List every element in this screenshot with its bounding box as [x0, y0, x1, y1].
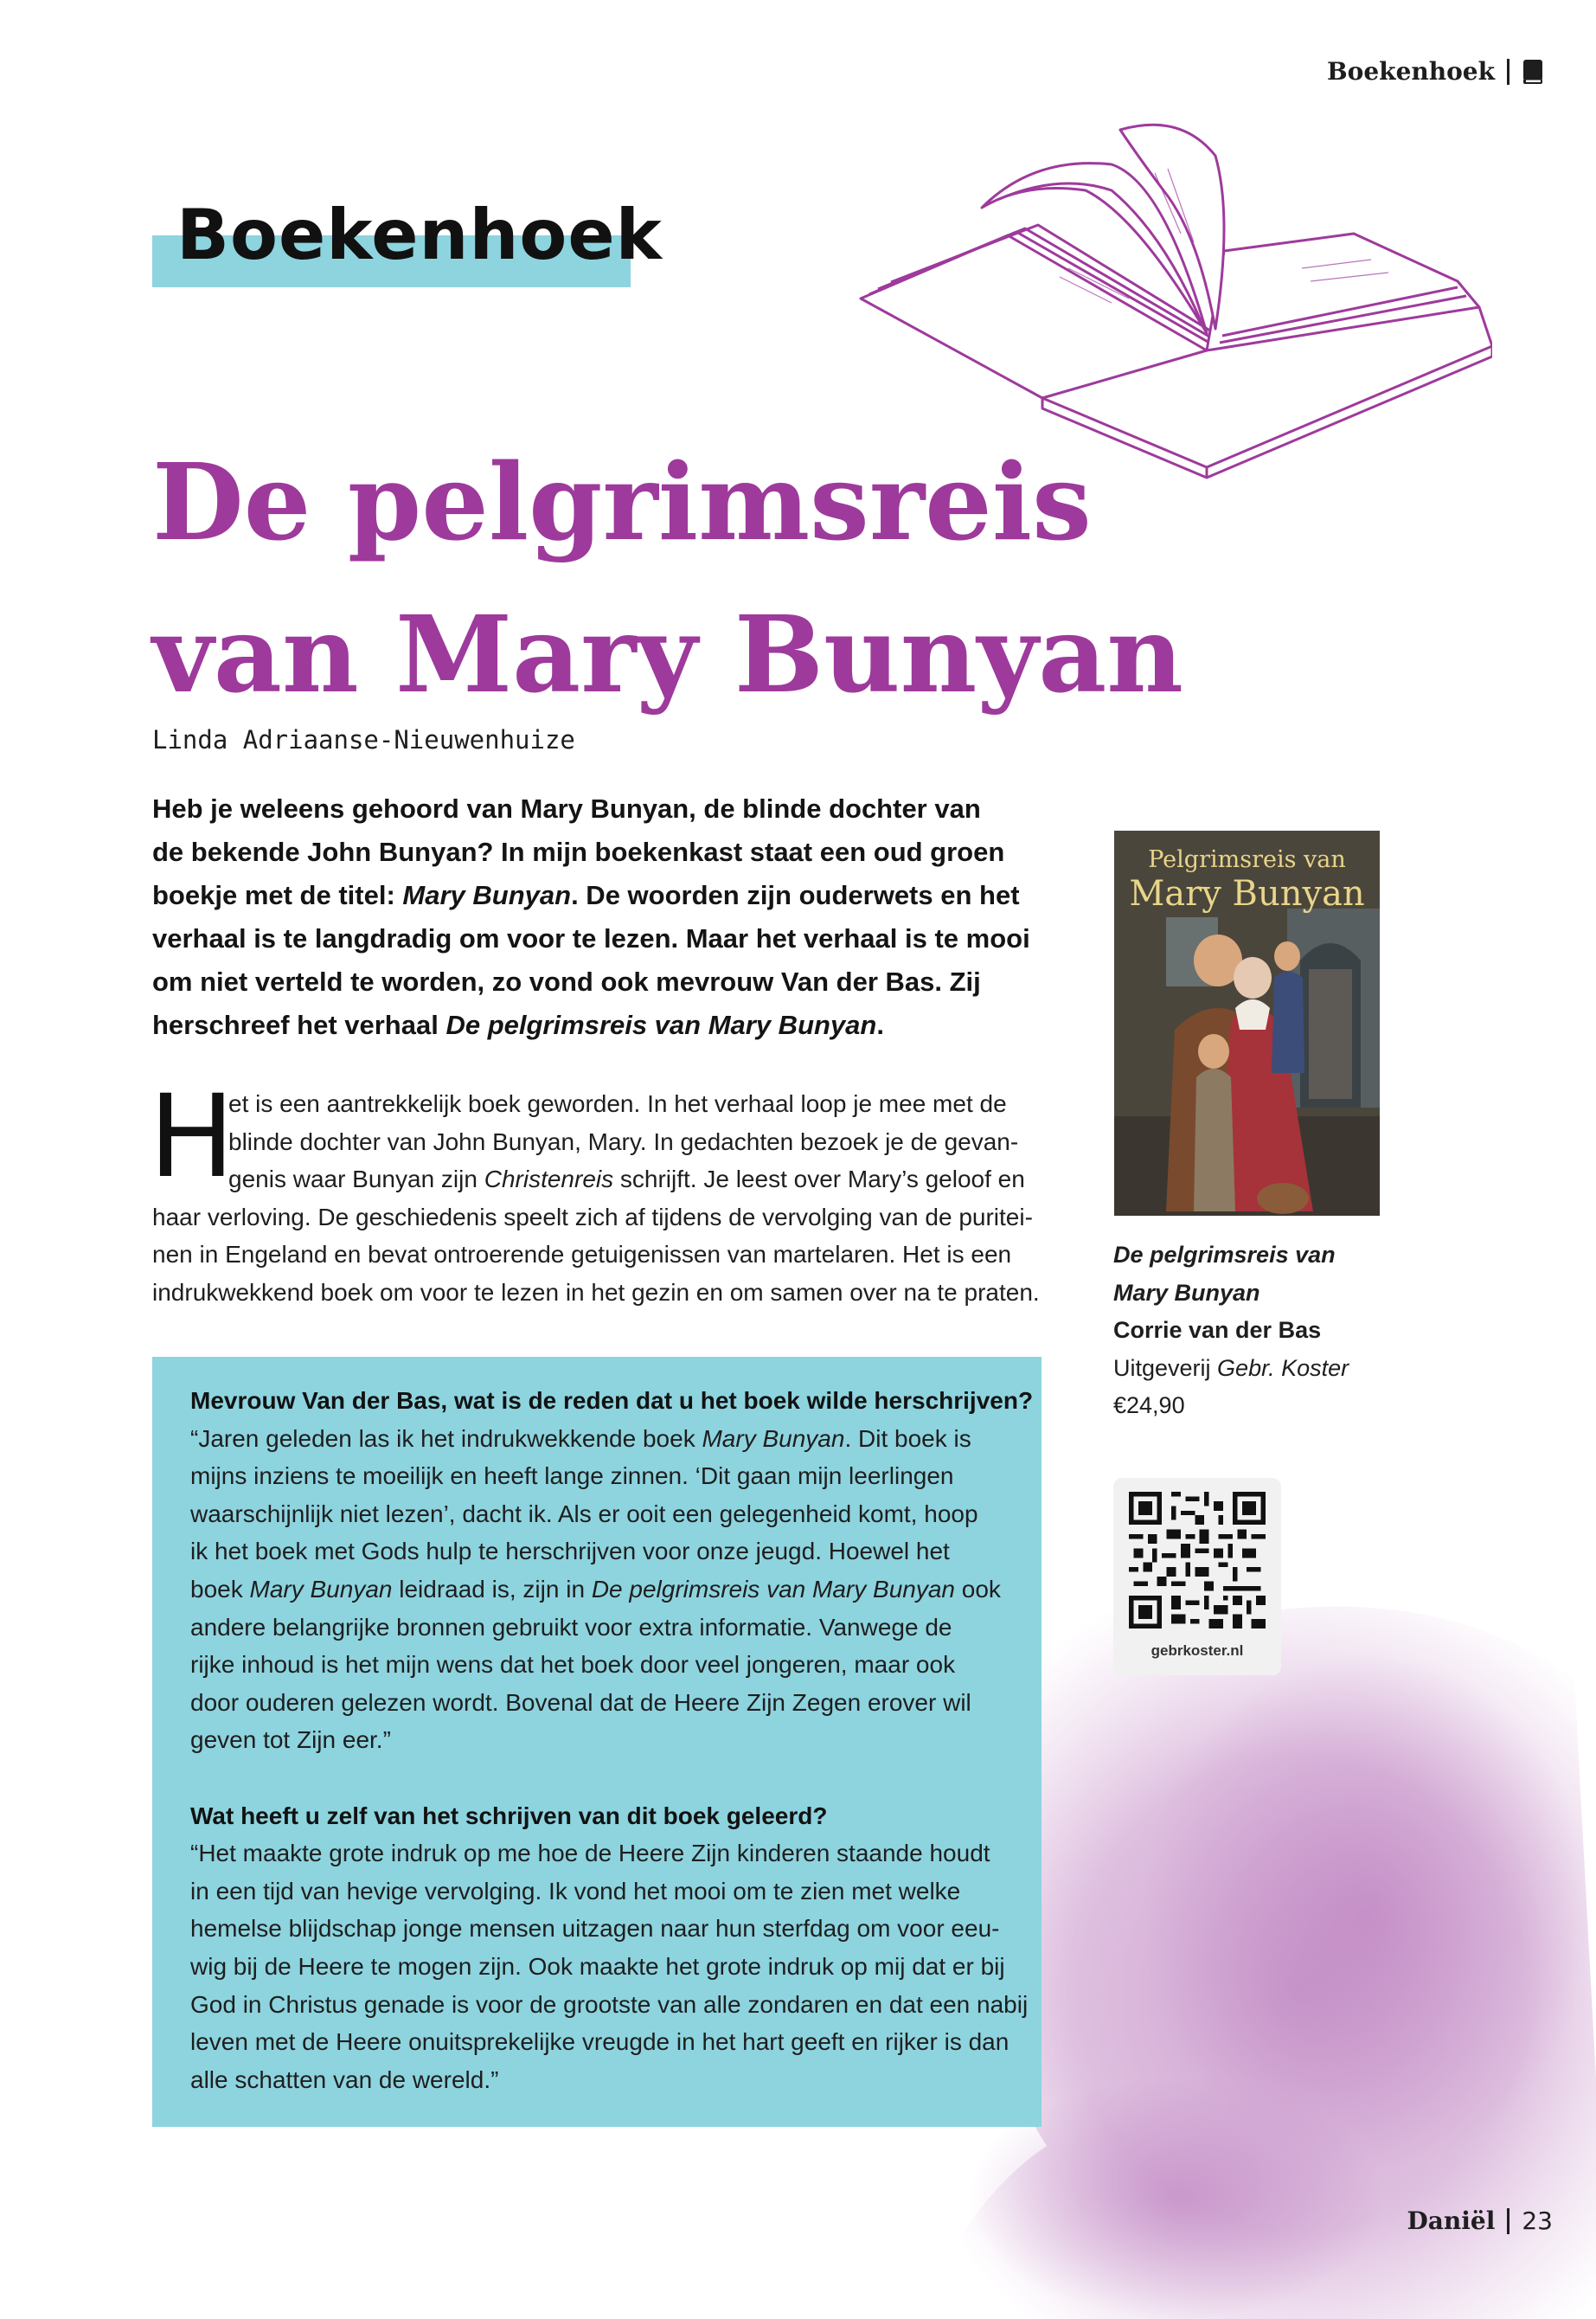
book-title-italic: Mary Bunyan [249, 1575, 393, 1603]
lead-text: . De woorden zijn ouderwets en het [571, 880, 1020, 910]
body-line: nen in Engeland en bevat ontroerende getuigenissen van martelaren. Het is een [152, 1241, 1012, 1269]
lead-line [152, 1004, 1052, 1047]
publisher-prefix: Uitgeverij [1113, 1354, 1218, 1381]
article-title-line-2: van Mary Bunyan [152, 592, 1184, 716]
answer-line: andere belangrijke bronnen gebruikt voor extra informatie. Vanwege de [190, 1613, 952, 1641]
answer-text: ook [954, 1575, 1001, 1603]
book-title-italic: Mary Bunyan [702, 1424, 845, 1452]
answer-line: rijke inhoud is het mijn wens dat het boek door veel jongeren, maar ook [190, 1651, 956, 1679]
lead-line: Heb je weleens gehoord van Mary Bunyan, de blinde dochter van [152, 793, 981, 824]
book-author: Corrie van der Bas [1113, 1317, 1322, 1344]
drop-cap: H [149, 1070, 235, 1204]
answer-line: geven tot Zijn eer.” [190, 1726, 391, 1754]
body-line: blinde dochter van John Bunyan, Mary. In gedachten bezoek je de gevan- [228, 1127, 1019, 1155]
interview-question-2: Wat heeft u zelf van het schrijven van dit boek geleerd? [190, 1802, 828, 1829]
body-line: indrukwekkend boek om voor te lezen in het gezin en om samen over na te praten. [152, 1278, 1040, 1306]
interview-text [190, 1382, 1034, 2098]
answer-text: . Dit boek is [844, 1424, 971, 1452]
body-text: schrijft. Je leest over Mary’s geloof en [613, 1166, 1025, 1193]
answer-line: mijns inziens te moeilijk en heeft lange zinnen. ‘Dit gaan mijn leerlingen [190, 1462, 954, 1490]
answer-line: door ouderen gelezen wordt. Bovenal dat de Heere Zijn Zegen erover wil [190, 1688, 971, 1716]
answer-text: boek [190, 1575, 250, 1603]
answer-line: “Het maakte grote indruk op me hoe de Heere Zijn kinderen staande houdt [190, 1840, 990, 1867]
qr-card[interactable] [1113, 1478, 1281, 1675]
lead-line: verhaal is te langdradig om voor te lezen. Maar het verhaal is te mooi [152, 923, 1030, 954]
book-icon [1522, 59, 1544, 85]
running-header-title: Boekenhoek [1327, 57, 1495, 86]
page-footer [1407, 2207, 1553, 2235]
book-cover [1114, 831, 1380, 1216]
cover-title-line-2: Mary Bunyan [1129, 874, 1365, 914]
page-number: 23 [1522, 2207, 1553, 2235]
body-line [152, 1160, 1043, 1198]
book-price: €24,90 [1113, 1392, 1185, 1419]
publisher-name: Gebr. Koster [1217, 1354, 1349, 1381]
header-divider [1507, 59, 1509, 85]
book-title-line-2: Mary Bunyan [1113, 1279, 1260, 1306]
answer-line: alle schatten van de wereld.” [190, 2065, 499, 2093]
cover-title-line-1: Pelgrimsreis van [1148, 846, 1346, 873]
article-author: Linda Adriaanse-Nieuwenhuize [152, 725, 575, 755]
article-title [152, 426, 1363, 730]
body-line: et is een aantrekkelijk boek geworden. In het verhaal loop je mee met de [228, 1090, 1007, 1117]
qr-url-label[interactable]: gebrkoster.nl [1151, 1642, 1244, 1659]
book-title-italic: De pelgrimsreis van Mary Bunyan [591, 1575, 955, 1603]
body-line: haar verloving. De geschiedenis speelt zich af tijdens de vervolging van de puritei- [152, 1203, 1033, 1230]
answer-text: “Jaren geleden las ik het indrukwekkende boek [190, 1424, 702, 1452]
book-title-line-1: De pelgrimsreis van [1113, 1242, 1336, 1268]
body-paragraph [152, 1085, 1043, 1312]
answer-line: wig bij de Heere te mogen zijn. Ook maakte het grote indruk op mij dat er bij [190, 1952, 1005, 1980]
article-title-line-1: De pelgrimsreis [152, 440, 1092, 564]
lead-paragraph [152, 787, 1052, 1047]
book-info [1113, 1237, 1399, 1425]
lead-line: om niet verteld te worden, zo vond ook mevrouw Van der Bas. Zij [152, 967, 981, 997]
lead-line [152, 874, 1052, 917]
qr-code[interactable] [1129, 1492, 1266, 1628]
lead-line: de bekende John Bunyan? In mijn boekenkast staat een oud groen [152, 837, 1005, 867]
book-title-italic: De pelgrimsreis van Mary Bunyan [445, 1010, 877, 1040]
answer-line: in een tijd van hevige vervolging. Ik vond het mooi om te zien met welke [190, 1877, 961, 1905]
lead-text: herschreef het verhaal [152, 1010, 446, 1040]
book-title-italic: Mary Bunyan [402, 880, 572, 910]
section-label: Boekenhoek [176, 195, 663, 275]
footer-divider [1507, 2208, 1509, 2234]
answer-line [190, 1571, 1029, 1609]
magazine-name: Daniël [1407, 2207, 1496, 2235]
lead-text: . [876, 1010, 884, 1040]
answer-line: hemelse blijdschap jonge mensen uitzagen naar hun sterfdag om voor eeu- [190, 1915, 1000, 1943]
interview-question-1: Mevrouw Van der Bas, wat is de reden dat u het boek wilde herschrijven? [190, 1387, 1034, 1414]
paragraph-gap [190, 1759, 1029, 1797]
running-header [1327, 57, 1544, 86]
answer-line: waarschijnlijk niet lezen’, dacht ik. Als er ooit een gelegenheid komt, hoop [190, 1500, 978, 1527]
lead-text: boekje met de titel: [152, 880, 403, 910]
book-publisher [1113, 1350, 1399, 1388]
book-title-italic: Christenreis [484, 1166, 614, 1193]
answer-text: leidraad is, zijn in [392, 1575, 592, 1603]
body-text: genis waar Bunyan zijn [228, 1166, 484, 1193]
answer-line: ik het boek met Gods hulp te herschrijven voor onze jeugd. Hoewel het [190, 1538, 950, 1565]
answer-line: God in Christus genade is voor de grootste van alle zondaren en dat een nabij [190, 1990, 1029, 2018]
answer-line [190, 1420, 1029, 1458]
answer-line: leven met de Heere onuitsprekelijke vreugde in het hart geeft en rijker is dan [190, 2028, 1010, 2056]
